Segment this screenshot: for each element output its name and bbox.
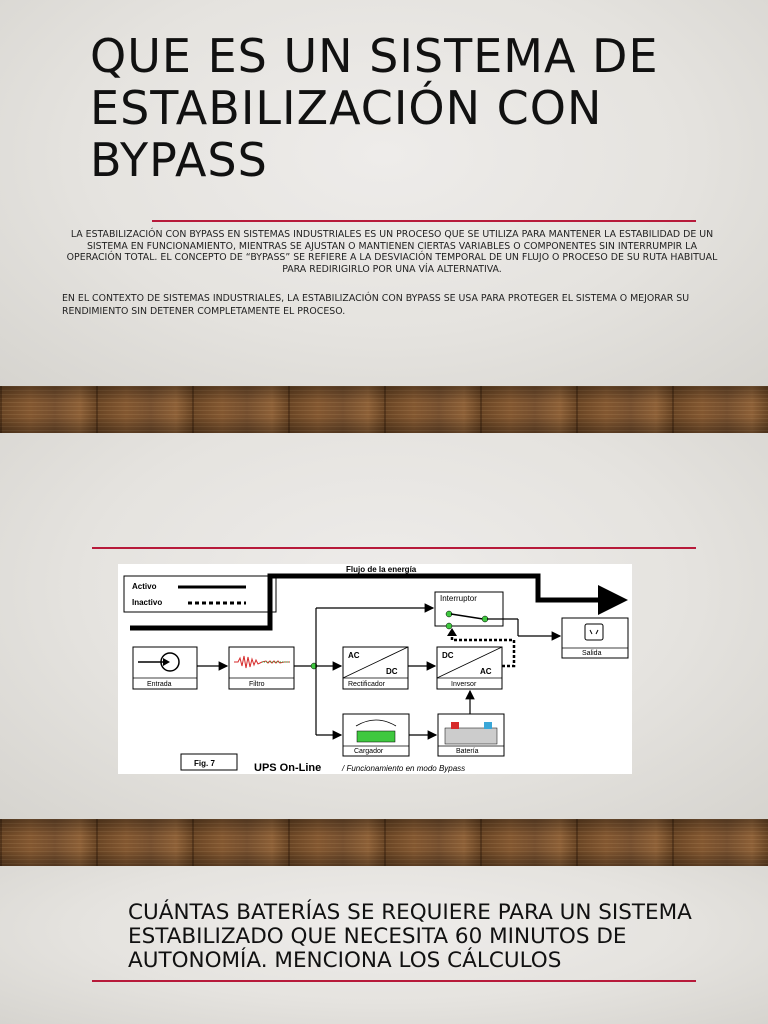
slide-3 [0,866,768,1024]
slide-3-question: CUÁNTAS BATERÍAS SE REQUIERE PARA UN SISTEMA ESTABILIZADO QUE NECESITA 60 MINUTOS DE AUTONOMÍA. MENCIONA LOS CÁLCULOS [128,900,692,973]
outlet-icon [585,624,603,640]
accent-divider [152,220,696,222]
caption-sub: / Funcionamiento en modo Bypass [342,764,466,773]
input-label: Entrada [147,681,172,688]
context-paragraph: EN EL CONTEXTO DE SISTEMAS INDUSTRIALES, LA ESTABILIZACIÓN CON BYPASS SE USA PARA PROTEGER EL SISTEMA O MEJORAR SU RENDIMIENTO SIN DETENER COMPLETAMENTE EL PROCESO. [62,293,690,317]
charger-label: Cargador [354,748,384,755]
slide-1 [0,0,768,386]
rectifier-bottom: DC [386,667,398,676]
switch-contact-lower [446,623,452,629]
inverter-label: Inversor [451,681,477,688]
battery-label: Batería [456,748,479,755]
wood-floor-divider [0,386,768,433]
intro-paragraph: LA ESTABILIZACIÓN CON BYPASS EN SISTEMAS INDUSTRIALES ES UN PROCESO QUE SE UTILIZA PARA MANTENER LA ESTABILIDAD DE UN SISTEMA EN FUNCIONAMIENTO, MIENTRAS SE AJUSTAN O MANTIENEN CIERTAS VARIABLES O COMPONENTES SIN INTERRUMPIR LA OPERACIÓN TOTAL. EL CONCEPTO DE “BYPASS” SE REFIERE A LA DESVIACIÓN TEMPORAL DE UN FLUJO O PROCESO DE SU RUTA HABITUAL PARA REDIRIGIRLO POR UNA VÍA ALTERNATIVA. [66,229,718,275]
accent-divider [92,547,696,549]
inverter-top: DC [442,651,454,660]
slide-1-title: QUE ES UN SISTEMA DE ESTABILIZACIÓN CON BYPASS [90,29,659,187]
ups-bypass-diagram [118,564,632,774]
legend-active-label: Activo [132,582,157,591]
rectifier-top: AC [348,651,360,660]
charger-indicator [357,731,395,742]
filter-label: Filtro [249,681,265,688]
switch-label: Interruptor [440,594,477,603]
inverter-bottom: AC [480,667,492,676]
rectifier-label: Rectificador [348,681,385,688]
fig-label: Fig. 7 [194,759,215,768]
caption-main: UPS On-Line [254,762,322,774]
energy-flow-label: Flujo de la energía [346,565,417,574]
battery-icon [445,728,497,744]
output-label: Salida [582,650,602,657]
accent-divider [92,980,696,982]
battery-negative [484,722,492,729]
wood-floor-divider [0,819,768,866]
battery-positive [451,722,459,729]
legend-inactive-label: Inactivo [132,598,163,607]
